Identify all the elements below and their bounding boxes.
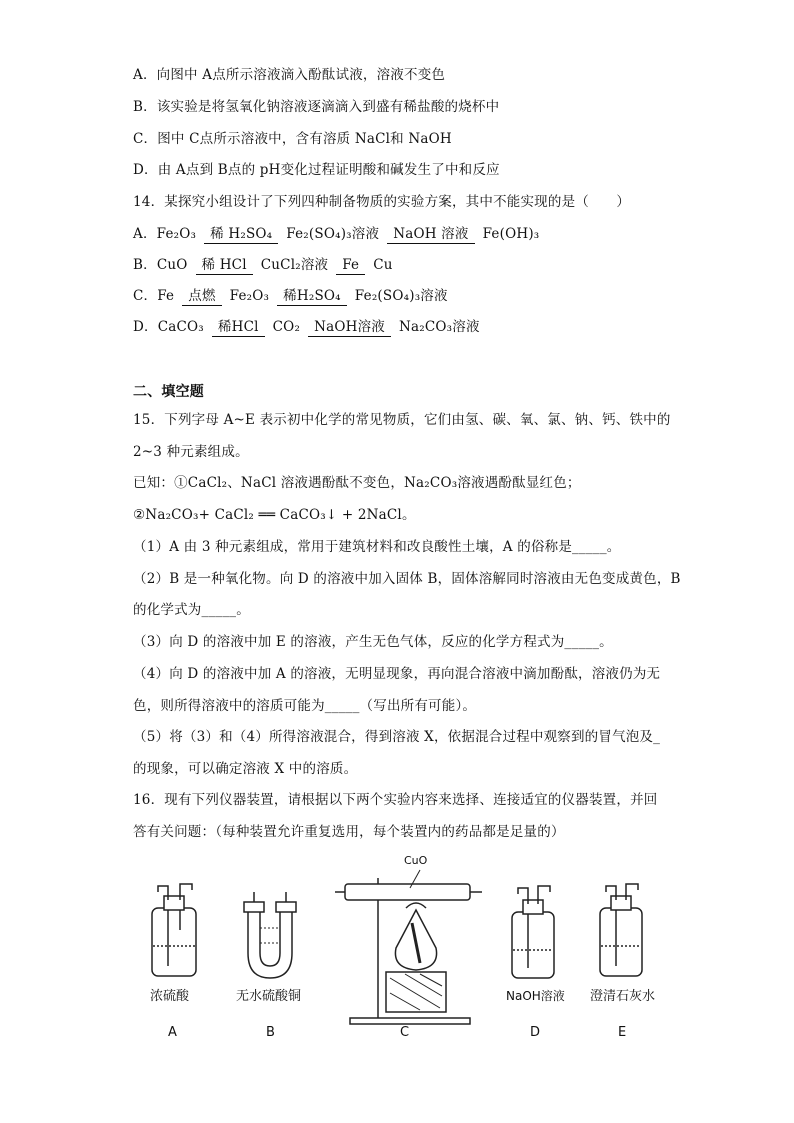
q14-b-reagent1: 稀 HCl [196,257,253,275]
q14-b-end: Cu [373,257,393,273]
q15-known2: ②Na₂CO₃+ CaCl₂ ══ CaCO₃↓ + 2NaCl。 [133,507,416,523]
letter-c: C [400,1025,410,1040]
q15-part3: （3）向 D 的溶液中加 E 的溶液，产生无色气体，反应的化学方程式为_____。 [133,634,613,650]
q16-line1: 16．现有下列仪器装置，请根据以下两个实验内容来选择、连接适宜的仪器装置，并回 [133,792,658,808]
q15-line1: 15．下列字母 A~E 表示初中化学的常见物质，它们由氢、碳、氧、氯、钠、钙、铁中的 [133,412,671,428]
q15-part5a: （5）将（3）和（4）所得溶液混合，得到溶液 X，依据混合过程中观察到的冒气泡及_ [133,729,661,745]
reagent-e: 澄清石灰水 [590,989,656,1004]
cuo-label: CuO [404,854,428,867]
q15-part1: （1）A 由 3 种元素组成，常用于建筑材料和改良酸性土壤，A 的俗称是_____。 [133,539,621,555]
stand-c [335,870,482,1024]
q14-d-reagent2: NaOH溶液 [308,319,391,337]
q14-a-mid: Fe₂(SO₄)₃溶液 [286,226,380,242]
q14-b-mid: CuCl₂溶液 [260,257,329,273]
u-tube-b [244,892,296,978]
q14-d-start: D．CaCO₃ [133,319,204,335]
q14-c-mid: Fe₂O₃ [229,288,270,304]
q14-a-reagent1: 稀 H₂SO₄ [204,226,278,244]
bottle-e [600,884,642,976]
q14-a-reagent2: NaOH 溶液 [387,226,474,244]
q15-part2a: （2）B 是一种氧化物。向 D 的溶液中加入固体 B，固体溶解同时溶液由无色变成黄色，B [133,571,681,587]
reagent-d: NaOH溶液 [506,989,565,1003]
q14-b-start: B．CuO [133,257,188,273]
bottle-a [152,884,196,976]
q14-a-end: Fe(OH)₃ [482,226,540,242]
q15-part4b: 色，则所得溶液中的溶质可能为_____（写出所有可能）。 [133,698,477,714]
q13-option-c: C．图中 C点所示溶液中，含有溶质 NaCl和 NaOH [133,131,452,147]
reagent-b: 无水硫酸铜 [236,989,302,1004]
q14-option-c [133,286,448,306]
letter-b: B [266,1025,275,1040]
q13-option-b: B．该实验是将氢氧化钠溶液逐滴滴入到盛有稀盐酸的烧杯中 [133,99,500,115]
q14-d-mid: CO₂ [272,319,301,335]
q14-d-reagent1: 稀HCl [212,319,265,337]
q14-stem: 14．某探究小组设计了下列四种制备物质的实验方案，其中不能实现的是（ ） [133,194,631,210]
q16-line2: 答有关问题：（每种装置允许重复选用，每个装置内的药品都是足量的） [133,824,565,840]
q14-c-reagent2: 稀H₂SO₄ [277,288,347,306]
apparatus-figure [120,848,680,1048]
letter-e: E [618,1025,627,1040]
q15-part5b: 的现象，可以确定溶液 X 中的溶质。 [133,761,358,777]
bottle-d [512,886,554,978]
q14-option-d [133,317,480,337]
q14-option-a [133,224,539,244]
q15-known1: 已知：①CaCl₂、NaCl 溶液遇酚酞不变色，Na₂CO₃溶液遇酚酞显红色； [133,475,581,491]
q14-d-end: Na₂CO₃溶液 [398,319,480,335]
q14-b-reagent2: Fe [336,257,365,275]
section-heading: 二、填空题 [133,384,204,400]
q14-c-reagent1: 点燃 [182,288,221,306]
q14-option-b [133,255,393,275]
q14-a-start: A．Fe₂O₃ [133,226,197,242]
q15-part2b: 的化学式为_____。 [133,602,250,618]
q13-option-d: D．由 A点到 B点的 pH变化过程证明酸和碱发生了中和反应 [133,162,500,178]
q14-c-start: C．Fe [133,288,175,304]
q15-part4a: （4）向 D 的溶液中加 A 的溶液，无明显现象，再向混合溶液中滴加酚酞，溶液仍为无 [133,666,661,682]
reagent-a: 浓硫酸 [150,989,190,1004]
q14-c-end: Fe₂(SO₄)₃溶液 [354,288,448,304]
q15-line2: 2~3 种元素组成。 [133,444,249,460]
letter-a: A [168,1025,177,1040]
letter-d: D [530,1025,541,1040]
q13-option-a: A．向图中 A点所示溶液滴入酚酞试液，溶液不变色 [133,67,446,83]
